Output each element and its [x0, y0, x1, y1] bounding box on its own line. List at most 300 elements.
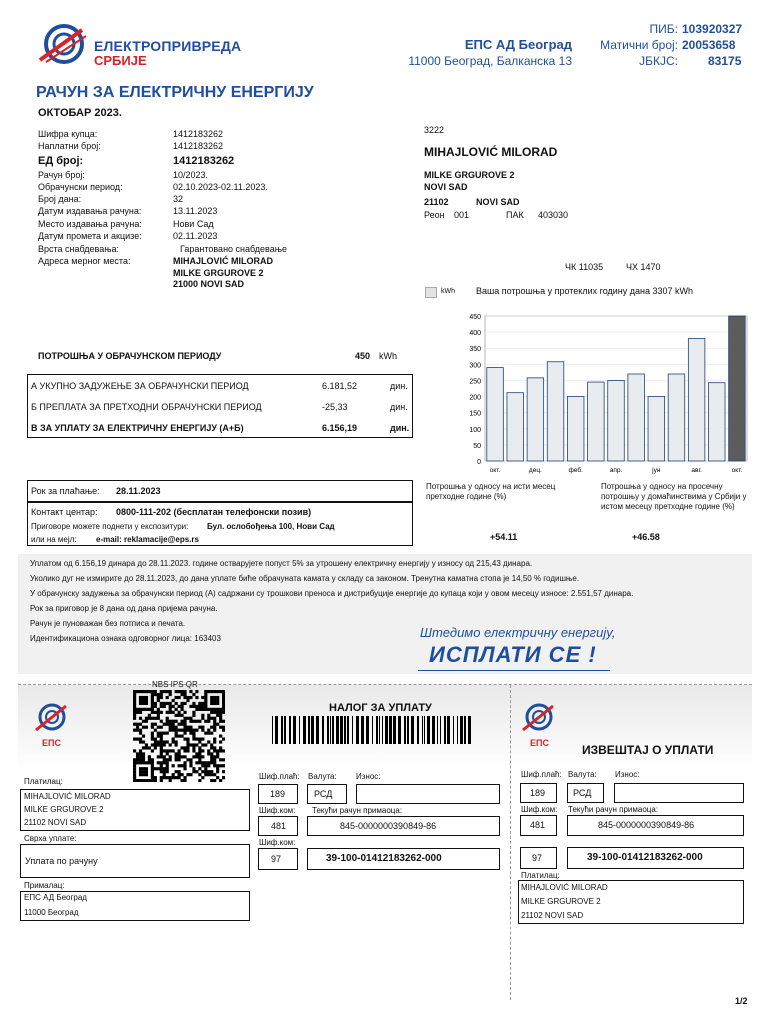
qr-module [175, 708, 178, 711]
qr-module [166, 767, 169, 770]
qr-module [201, 749, 204, 752]
qr-module [189, 729, 192, 732]
qr-module [195, 729, 198, 732]
detail-label: Адреса мерног места: [38, 256, 131, 266]
report-account-label: Текући рачун примаоца: [568, 805, 659, 814]
qr-module [160, 702, 163, 705]
qr-module [157, 711, 160, 714]
qr-module [192, 693, 195, 696]
qr-module [160, 720, 163, 723]
qr-module [157, 693, 160, 696]
barcode-bar [327, 716, 329, 744]
qr-module [160, 755, 163, 758]
qr-module [169, 729, 172, 732]
qr-module [166, 770, 169, 773]
note-line: Рок за приговор је 8 дана од дана пријема рачуна. [30, 604, 218, 613]
qr-module [175, 740, 178, 743]
qr-module [216, 711, 219, 714]
qr-module [213, 711, 216, 714]
chart-x-tick: авг. [691, 467, 702, 474]
qr-module [180, 693, 183, 696]
qr-module [192, 755, 195, 758]
qr-module [151, 693, 154, 696]
qr-module [160, 737, 163, 740]
qr-module [201, 708, 204, 711]
report-acc-code-value: 481 [530, 820, 546, 830]
recipient-city: NOVI SAD [424, 182, 468, 192]
qr-module [201, 714, 204, 717]
qr-module [198, 702, 201, 705]
qr-module [192, 770, 195, 773]
detail-label: Обрачунски период: [38, 182, 123, 192]
chart-y-tick: 150 [469, 410, 481, 418]
qr-module [180, 746, 183, 749]
qr-module [151, 726, 154, 729]
qr-module [183, 746, 186, 749]
consumption-label: ПОТРОШЊА У ОБРАЧУНСКОМ ПЕРИОДУ [38, 351, 222, 361]
qr-module [163, 758, 166, 761]
qr-module [139, 690, 142, 693]
qr-module [178, 735, 181, 738]
total-label: В ЗА УПЛАТУ ЗА ЕЛЕКТРИЧНУ ЕНЕРГИЈУ (А+Б) [31, 423, 244, 433]
qr-module [183, 717, 186, 720]
qr-module [210, 752, 213, 755]
qr-module [142, 779, 145, 782]
qr-module [139, 696, 142, 699]
barcode-bar [293, 716, 296, 744]
qr-module [157, 714, 160, 717]
qr-module [204, 770, 207, 773]
slogan-line1: Штедимо електричну енергију, [420, 625, 616, 640]
qr-module [183, 696, 186, 699]
qr-module [154, 779, 157, 782]
qr-module [154, 723, 157, 726]
qr-module [154, 767, 157, 770]
qr-module [175, 735, 178, 738]
qr-module [169, 720, 172, 723]
qr-module [133, 776, 136, 779]
qr-module [139, 752, 142, 755]
qr-module [207, 720, 210, 723]
qr-module [195, 761, 198, 764]
qr-module [222, 690, 225, 693]
qr-module [145, 767, 148, 770]
barcode-bar [407, 716, 409, 744]
pib-label: ПИБ: [649, 22, 678, 36]
contact-label: Контакт центар: [31, 507, 98, 517]
qr-module [136, 755, 139, 758]
report-amount-box[interactable] [614, 783, 744, 803]
qr-module [166, 711, 169, 714]
report-reference-value: 39-100-01412183262-000 [587, 852, 703, 863]
qr-module [186, 717, 189, 720]
qr-module [148, 755, 151, 758]
report-amount-label: Износ: [615, 770, 640, 779]
qr-module [183, 767, 186, 770]
qr-module [154, 717, 157, 720]
qr-module [142, 770, 145, 773]
qr-module [175, 743, 178, 746]
qr-module [222, 720, 225, 723]
qr-module [169, 776, 172, 779]
qr-module [192, 749, 195, 752]
barcode-bar [411, 716, 414, 744]
qr-module [216, 702, 219, 705]
qr-module [180, 773, 183, 776]
chart-y-tick: 0 [477, 459, 481, 466]
qr-module [183, 779, 186, 782]
chart-bar [507, 393, 524, 461]
qr-module [183, 749, 186, 752]
meter-ck: ЧК 11035 [565, 262, 604, 272]
qr-module [210, 711, 213, 714]
qr-module [198, 779, 201, 782]
qr-module [189, 696, 192, 699]
qr-module [189, 773, 192, 776]
chart-y-tick: 50 [473, 442, 481, 450]
detail-value: Гарантовано снабдевање [180, 244, 288, 254]
qr-module [139, 773, 142, 776]
qr-module [180, 729, 183, 732]
barcode-bar [356, 716, 359, 744]
consumption-value: 450 [355, 351, 371, 361]
qr-module [160, 746, 163, 749]
qr-module [213, 755, 216, 758]
qr-module [219, 717, 222, 720]
detail-label: Број дана: [38, 194, 82, 204]
qr-module [133, 779, 136, 782]
order-title: НАЛОГ ЗА УПЛАТУ [329, 702, 432, 714]
qr-module [216, 699, 219, 702]
qr-module [189, 726, 192, 729]
qr-module [151, 708, 154, 711]
qr-module [145, 779, 148, 782]
qr-module [198, 767, 201, 770]
qr-module [151, 723, 154, 726]
total-unit: дин. [390, 381, 408, 391]
qr-module [189, 717, 192, 720]
barcode-bar [404, 716, 406, 744]
detail-value: 10/2023. [173, 170, 209, 180]
qr-module [142, 758, 145, 761]
chart-bar [628, 374, 645, 461]
qr-module [216, 749, 219, 752]
report-payer-line3: 21102 NOVI SAD [521, 911, 584, 920]
qr-module [216, 767, 219, 770]
qr-module [175, 696, 178, 699]
qr-module [139, 758, 142, 761]
qr-module [219, 714, 222, 717]
qr-module [178, 773, 181, 776]
qr-module [163, 770, 166, 773]
qr-module [157, 726, 160, 729]
barcode-bar [432, 716, 435, 744]
meter-address-line2: MILKE GRGUROVE 2 [173, 268, 264, 278]
qr-module [180, 702, 183, 705]
payer-line3: 21102 NOVI SAD [24, 818, 87, 827]
qr-module [207, 717, 210, 720]
qr-module [154, 776, 157, 779]
qr-module [151, 749, 154, 752]
qr-module [175, 702, 178, 705]
barcode-bar [344, 716, 346, 744]
complaint-value: Бул. ослобођења 100, Нови Сад [207, 522, 335, 531]
qr-module [210, 779, 213, 782]
qr-module [169, 726, 172, 729]
acc-code-value: 481 [271, 821, 287, 831]
qr-module [195, 705, 198, 708]
qr-module [201, 776, 204, 779]
qr-module [222, 711, 225, 714]
qr-module [219, 708, 222, 711]
qr-module [145, 696, 148, 699]
qr-module [178, 711, 181, 714]
slogan-line2: ИСПЛАТИ СЕ ! [429, 642, 597, 667]
qr-module [133, 761, 136, 764]
qr-module [175, 776, 178, 779]
qr-module [183, 693, 186, 696]
qr-module [160, 735, 163, 738]
chart-x-tick: феб. [568, 467, 583, 474]
amount-label: Износ: [356, 772, 381, 781]
amount-box[interactable] [356, 784, 500, 804]
chart-bar [527, 378, 544, 461]
qr-module [175, 758, 178, 761]
qr-module [198, 773, 201, 776]
barcode-bar [453, 716, 454, 744]
qr-module [213, 723, 216, 726]
acc-code-label: Шиф.ком: [259, 806, 296, 815]
qr-module [172, 723, 175, 726]
qr-module [166, 690, 169, 693]
qr-module [136, 729, 139, 732]
company-name: ЕПС АД Београд [464, 37, 572, 52]
qr-module [169, 723, 172, 726]
barcode-bar [460, 716, 463, 744]
barcode-bar [393, 716, 396, 744]
due-label: Рок за плаћање: [31, 486, 100, 496]
qr-module [219, 690, 222, 693]
qr-module [192, 767, 195, 770]
payer-line1: MIHAJLOVIĆ MILORAD [24, 792, 111, 801]
qr-module [151, 761, 154, 764]
qr-module [160, 779, 163, 782]
qr-module [133, 696, 136, 699]
qr-module [169, 702, 172, 705]
qr-module [192, 737, 195, 740]
qr-module [148, 746, 151, 749]
qr-module [204, 743, 207, 746]
qr-module [192, 732, 195, 735]
contact-value: 0800-111-202 (бесплатан телефонски позив) [116, 507, 312, 517]
currency-label: Валута: [308, 772, 337, 781]
qr-module [145, 770, 148, 773]
qr-module [222, 770, 225, 773]
qr-module [204, 764, 207, 767]
qr-module [216, 764, 219, 767]
barcode-bar [379, 716, 380, 744]
report-code-label: Шиф.плаћ: [521, 770, 562, 779]
qr-module [195, 752, 198, 755]
qr-module [175, 770, 178, 773]
qr-module [139, 740, 142, 743]
chart-bar [567, 397, 584, 461]
qr-module [139, 699, 142, 702]
chart-legend-swatch [425, 287, 437, 298]
barcode-bar [372, 716, 373, 744]
eps-logo [36, 22, 88, 68]
qr-module [169, 711, 172, 714]
region-value: 001 [454, 210, 470, 220]
qr-module [172, 737, 175, 740]
qr-module [160, 696, 163, 699]
qr-module [183, 720, 186, 723]
chart-bar [729, 316, 746, 461]
detail-label: Датум издавања рачуна: [38, 206, 142, 216]
qr-module [166, 717, 169, 720]
qr-module [160, 743, 163, 746]
qr-module [151, 717, 154, 720]
qr-module [136, 723, 139, 726]
qr-module [169, 708, 172, 711]
qr-module [169, 755, 172, 758]
qr-module [204, 690, 207, 693]
qr-module [204, 761, 207, 764]
pib-value: 103920327 [682, 22, 743, 36]
qr-module [172, 749, 175, 752]
qr-module [186, 740, 189, 743]
qr-module [186, 773, 189, 776]
qr-module [201, 726, 204, 729]
qr-module [133, 711, 136, 714]
pak-value: 403030 [538, 210, 569, 220]
qr-module [142, 740, 145, 743]
qr-module [219, 711, 222, 714]
jbkjs-label: ЈБКЈС: [639, 54, 678, 68]
barcode [272, 716, 476, 744]
qr-module [204, 693, 207, 696]
total-label: А УКУПНО ЗАДУЖЕЊЕ ЗА ОБРАЧУНСКИ ПЕРИОД [31, 381, 249, 391]
qr-module [210, 732, 213, 735]
qr-module [163, 702, 166, 705]
qr-module [198, 758, 201, 761]
qr-module [166, 776, 169, 779]
qr-module [216, 696, 219, 699]
barcode-bar [457, 716, 458, 744]
qr-module [166, 720, 169, 723]
detail-label: Наплатни број: [38, 141, 101, 151]
barcode-bar [316, 716, 319, 744]
qr-module [151, 770, 154, 773]
qr-module [175, 729, 178, 732]
barcode-bar [440, 716, 441, 744]
qr-module [222, 708, 225, 711]
chart-y-tick: 300 [469, 362, 481, 370]
qr-module [207, 729, 210, 732]
qr-module [183, 755, 186, 758]
qr-module [142, 752, 145, 755]
barcode-bar [437, 716, 438, 744]
payer-line2: MILKE GRGUROVE 2 [24, 805, 104, 814]
qr-module [136, 752, 139, 755]
qr-module [157, 717, 160, 720]
qr-module [133, 717, 136, 720]
qr-module [213, 717, 216, 720]
slip-vertical-divider [510, 685, 511, 1000]
total-unit: дин. [390, 423, 410, 433]
qr-module [151, 705, 154, 708]
qr-module [213, 702, 216, 705]
chart-bar [709, 383, 726, 461]
qr-module [175, 752, 178, 755]
qr-module [172, 773, 175, 776]
qr-module [201, 696, 204, 699]
qr-module [139, 732, 142, 735]
qr-module [157, 708, 160, 711]
qr-module [222, 737, 225, 740]
qr-module [157, 696, 160, 699]
qr-module [133, 749, 136, 752]
qr-module [189, 758, 192, 761]
qr-module [198, 755, 201, 758]
qr-module [175, 755, 178, 758]
qr-module [219, 746, 222, 749]
qr-module [219, 749, 222, 752]
qr-module [163, 755, 166, 758]
qr-module [201, 705, 204, 708]
qr-module [163, 723, 166, 726]
qr-module [189, 743, 192, 746]
qr-module [178, 714, 181, 717]
qr-module [219, 758, 222, 761]
qr-module [192, 729, 195, 732]
qr-module [210, 699, 213, 702]
qr-module [151, 699, 154, 702]
qr-module [216, 776, 219, 779]
receiver-line1: ЕПС АД Београд [24, 893, 87, 902]
qr-module [154, 746, 157, 749]
qr-module [172, 705, 175, 708]
detail-label: Датум промета и акцизе: [38, 231, 142, 241]
qr-module [204, 699, 207, 702]
reference-value: 39-100-01412183262-000 [326, 853, 442, 864]
qr-module [216, 690, 219, 693]
qr-module [216, 755, 219, 758]
note-line: Идентификациона ознака одговорног лица: 163403 [30, 634, 221, 643]
qr-module [160, 732, 163, 735]
logo-text-report: ЕПС [530, 738, 549, 748]
qr-module [157, 699, 160, 702]
qr-module [222, 699, 225, 702]
qr-module [213, 696, 216, 699]
qr-module [175, 720, 178, 723]
qr-module [142, 699, 145, 702]
qr-module [180, 723, 183, 726]
qr-module [207, 752, 210, 755]
meter-cx: ЧХ 1470 [626, 262, 661, 272]
chart-y-tick: 200 [469, 394, 481, 402]
recipient-name: MIHAJLOVIĆ MILORAD [424, 145, 558, 159]
qr-module [192, 711, 195, 714]
barcode-bar [322, 716, 324, 744]
qr-module [133, 773, 136, 776]
qr-module [207, 708, 210, 711]
qr-module [222, 693, 225, 696]
ref-code-value: 97 [271, 854, 282, 864]
qr-module [213, 699, 216, 702]
qr-module [145, 743, 148, 746]
barcode-bar [447, 716, 450, 744]
